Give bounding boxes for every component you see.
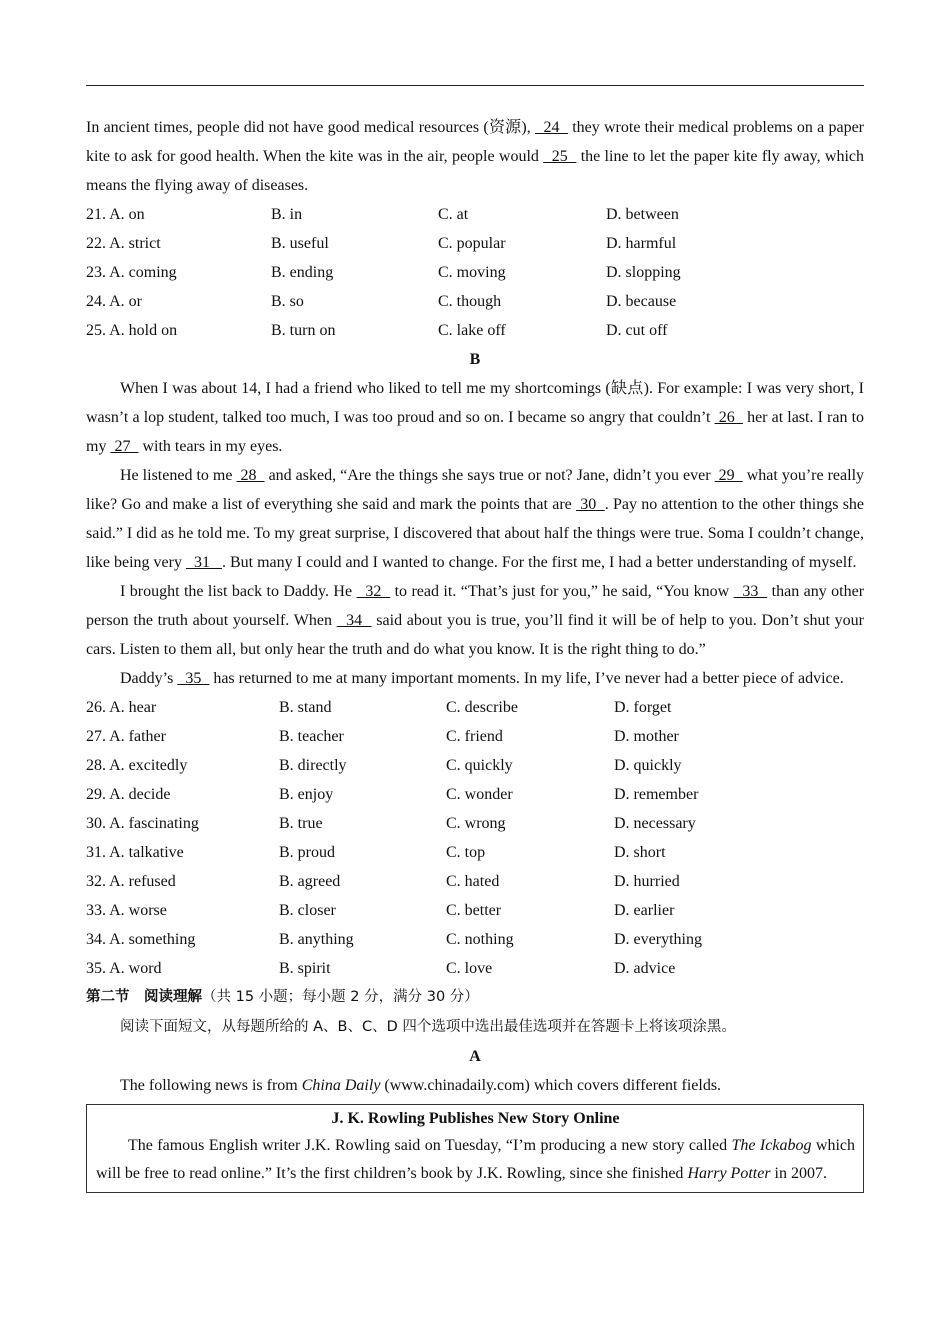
option: D. harmful <box>606 235 677 252</box>
option: C. top <box>446 844 486 861</box>
reading-a-title: A <box>469 1048 481 1065</box>
option: D. quickly <box>614 757 682 774</box>
option: C. hated <box>446 873 500 890</box>
text: Daddy’s <box>120 670 178 687</box>
option: C. lake off <box>438 322 506 339</box>
text: I brought the list back to Daddy. He <box>120 583 357 600</box>
text: He listened to me <box>120 467 237 484</box>
option: B. ending <box>271 264 334 281</box>
header-rule <box>86 85 864 86</box>
option: B. so <box>271 293 304 310</box>
option: C. describe <box>446 699 518 716</box>
option: 22. A. strict <box>86 235 161 252</box>
blank-27: 27 <box>110 438 139 455</box>
option: C. nothing <box>446 931 514 948</box>
option: D. forget <box>614 699 672 716</box>
option: C. wonder <box>446 786 513 803</box>
option: C. wrong <box>446 815 506 832</box>
text: they wrote their medical problems on a paper kite to ask for good health. When the kite was in the air, people would <box>86 119 864 165</box>
option: C. better <box>446 902 502 919</box>
option: D. hurried <box>614 873 680 890</box>
blank-35: 35 <box>177 670 210 687</box>
option: B. directly <box>279 757 347 774</box>
section-2-instruction: 阅读下面短文，从每题所给的 A、B、C、D 四个选项中选出最佳选项并在答题卡上将该项涂黑。 <box>120 1019 736 1035</box>
blank-25: 25 <box>543 148 577 165</box>
option: C. love <box>446 960 493 977</box>
option: 34. A. something <box>86 931 196 948</box>
option: 33. A. worse <box>86 902 167 919</box>
option: C. though <box>438 293 502 310</box>
option: D. slopping <box>606 264 681 281</box>
option: D. mother <box>614 728 679 745</box>
text: her at last. I ran to my <box>86 409 865 455</box>
option: B. teacher <box>279 728 344 745</box>
text: to read it. “That’s just for you,” he said, “You know <box>390 583 734 600</box>
text: (www.chinadaily.com) which covers different fields. <box>380 1077 722 1094</box>
news-box <box>86 1104 864 1193</box>
passage-b-paragraph-4 <box>86 664 864 693</box>
book-title: The Ickabog <box>731 1137 812 1154</box>
option: D. earlier <box>614 902 675 919</box>
text: The following news is from <box>120 1077 302 1094</box>
option: 29. A. decide <box>86 786 171 803</box>
option: B. proud <box>279 844 335 861</box>
blank-34: 34 <box>336 612 372 629</box>
options-21-25 <box>86 200 864 345</box>
option: C. moving <box>438 264 506 281</box>
option: B. anything <box>279 931 354 948</box>
passage-b-paragraph-1 <box>86 374 864 461</box>
option: 23. A. coming <box>86 264 177 281</box>
option: 31. A. talkative <box>86 844 184 861</box>
option: 25. A. hold on <box>86 322 178 339</box>
option: D. advice <box>614 960 676 977</box>
option: 35. A. word <box>86 960 162 977</box>
option: D. because <box>606 293 677 310</box>
text: what you’re really like? Go and make a list of everything she said and mark the points that are <box>86 467 865 513</box>
option: D. remember <box>614 786 699 803</box>
option: 32. A. refused <box>86 873 176 890</box>
document-content <box>86 113 864 1193</box>
option: 26. A. hear <box>86 699 157 716</box>
text: and asked, “Are the things she says true or not? Jane, didn’t you ever <box>264 467 715 484</box>
option: B. agreed <box>279 873 341 890</box>
source-name: China Daily <box>301 1077 381 1094</box>
blank-32: 32 <box>356 583 391 600</box>
option: B. turn on <box>271 322 336 339</box>
section-title: 第二节 阅读理解 <box>86 989 202 1005</box>
option: B. spirit <box>279 960 331 977</box>
option: D. everything <box>614 931 702 948</box>
option: B. useful <box>271 235 329 252</box>
book-title: Harry Potter <box>687 1165 771 1182</box>
option: D. necessary <box>614 815 696 832</box>
text: with tears in my eyes. <box>138 438 283 455</box>
blank-28: 28 <box>236 467 265 484</box>
option: B. in <box>271 206 303 223</box>
text: . But many I could and I wanted to change. For the first me, I had a better understanding of myself. <box>221 554 857 571</box>
option: C. popular <box>438 235 506 252</box>
text: When I was about 14, I had a friend who liked to tell me my shortcomings (缺点). For example: I was very short, I wasn’t a lop student, talked too much, I was too proud and so on. I became so angry that couldn’t <box>86 380 864 426</box>
text: The famous English writer J.K. Rowling said on Tuesday, “I’m producing a new story called <box>128 1137 732 1154</box>
option: 24. A. or <box>86 293 142 310</box>
option: 27. A. father <box>86 728 166 745</box>
reading-a-intro <box>86 1071 864 1100</box>
news-body <box>96 1132 855 1188</box>
option: B. true <box>279 815 323 832</box>
text: has returned to me at many important moments. In my life, I’ve never had a better piece of advice. <box>209 670 844 687</box>
option: B. enjoy <box>279 786 334 803</box>
blank-24: 24 <box>535 119 568 136</box>
option: 30. A. fascinating <box>86 815 199 832</box>
option: C. at <box>438 206 469 223</box>
text: in 2007. <box>770 1165 827 1182</box>
option: C. friend <box>446 728 503 745</box>
text: the line to let the paper kite fly away, which means the flying away of diseases. <box>86 148 865 194</box>
option: 21. A. on <box>86 206 145 223</box>
blank-33: 33 <box>733 583 768 600</box>
option: D. between <box>606 206 679 223</box>
blank-26: 26 <box>714 409 743 426</box>
text: said about you is true, you’ll find it will be of help to you. Don’t shut your cars. Listen to them all, but only hear the truth and do what you know. It is the right thing to do.” <box>86 612 865 658</box>
section-2-heading <box>86 983 864 1012</box>
text: which will be free to read online.” It’s the first children’s book by J.K. Rowling, since she finished <box>96 1137 855 1182</box>
section-b-title: B <box>469 351 481 368</box>
passage-b-paragraph-3 <box>86 577 864 664</box>
section-note: （共 15 小题；每小题 2 分，满分 30 分） <box>202 989 479 1005</box>
option: B. closer <box>279 902 336 919</box>
passage-b-paragraph-2 <box>86 461 864 577</box>
options-26-35 <box>86 693 864 983</box>
blank-29: 29 <box>714 467 743 484</box>
option: D. short <box>614 844 666 861</box>
option: B. stand <box>279 699 332 716</box>
text: In ancient times, people did not have good medical resources (资源), <box>86 119 535 136</box>
option: C. quickly <box>446 757 513 774</box>
text: than any other person the truth about yourself. When <box>86 583 865 629</box>
news-title: J. K. Rowling Publishes New Story Online <box>331 1110 620 1127</box>
option: D. cut off <box>606 322 668 339</box>
text: . Pay no attention to the other things she said.” I did as he told me. To my great surprise, I discovered that about half the things were true. Soma I couldn’t change, like being very <box>86 496 865 571</box>
blank-31: 31 <box>185 554 222 571</box>
blank-30: 30 <box>576 496 605 513</box>
cloze-a-paragraph <box>86 113 864 200</box>
option: 28. A. excitedly <box>86 757 188 774</box>
